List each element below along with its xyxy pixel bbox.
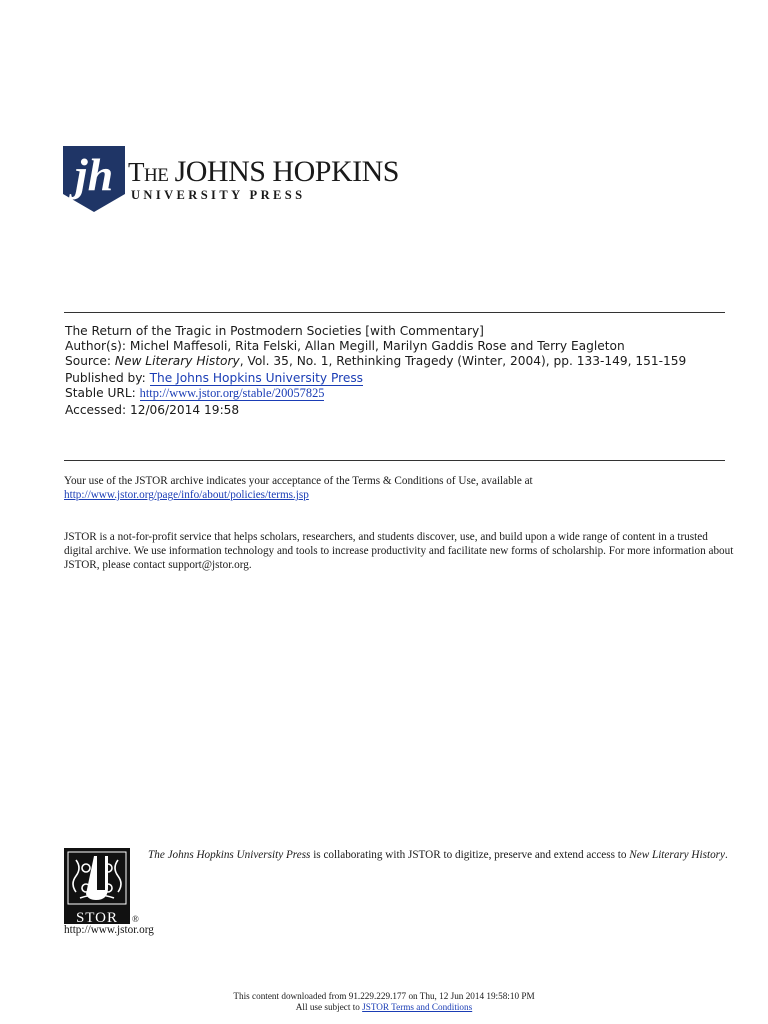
citation-block bbox=[65, 324, 730, 418]
registered-mark: ® bbox=[132, 914, 139, 924]
article-title: The Return of the Tragic in Postmodern Societies [with Commentary] bbox=[65, 324, 484, 338]
stable-url-line: Stable URL: http://www.jstor.org/stable/20057825 bbox=[65, 385, 325, 400]
terms-footer: All use subject to JSTOR Terms and Conditions bbox=[295, 1001, 473, 1012]
publisher-logo-name: The JOHNS HOPKINS bbox=[128, 155, 399, 188]
accessed-line: Accessed: 12/06/2014 19:58 bbox=[65, 403, 240, 418]
authors-line: Author(s): Michel Maffesoli, Rita Felski, Allan Megill, Marilyn Gaddis Rose and Terry Eagleton bbox=[65, 339, 625, 354]
jstor-url[interactable]: http://www.jstor.org bbox=[64, 924, 154, 936]
publisher-link[interactable]: The Johns Hopkins University Press bbox=[149, 370, 364, 385]
stable-url-link[interactable]: http://www.jstor.org/stable/20057825 bbox=[139, 385, 325, 400]
authors: Michel Maffesoli, Rita Felski, Allan Megill, Marilyn Gaddis Rose and Terry Eagleton bbox=[129, 339, 625, 354]
jh-shield-icon bbox=[63, 146, 125, 212]
svg-text:jh: jh bbox=[74, 149, 114, 200]
terms-conditions-link[interactable]: JSTOR Terms and Conditions bbox=[362, 1001, 473, 1012]
download-info: This content downloaded from 91.229.229.177 on Thu, 12 Jun 2014 19:58:10 PM bbox=[233, 991, 535, 1001]
jstor-about-paragraph: JSTOR is a not-for-profit service that helps scholars, researchers, and students discover, use, and build upon a wide range of content in a trusted digital archive. We use information technology and tools to increase productivity and facilitate new forms of scholarship. For more information about JSTOR, please contact support@jstor.org. bbox=[64, 531, 734, 572]
publisher-logo-subtitle: UNIVERSITY PRESS bbox=[131, 188, 306, 202]
publisher-logo bbox=[63, 146, 399, 212]
source-journal: New Literary History bbox=[114, 354, 240, 369]
top-divider bbox=[64, 312, 725, 313]
middle-divider bbox=[64, 460, 725, 461]
jstor-logo-icon bbox=[64, 848, 130, 924]
accessed-date: 12/06/2014 19:58 bbox=[129, 403, 240, 418]
terms-text: Your use of the JSTOR archive indicates your acceptance of the Terms & Conditions of Use, available at bbox=[64, 475, 533, 487]
published-line: Published by: The Johns Hopkins University Press bbox=[65, 370, 364, 385]
terms-notice bbox=[64, 474, 729, 502]
svg-text:STOR: STOR bbox=[75, 910, 119, 924]
source-line: Source: New Literary History, Vol. 35, No. 1, Rethinking Tragedy (Winter, 2004), pp. 133-149, 151-159 bbox=[65, 354, 687, 369]
terms-link[interactable]: http://www.jstor.org/page/info/about/policies/terms.jsp bbox=[64, 489, 309, 502]
download-footer bbox=[0, 991, 768, 1012]
collaboration-notice: The Johns Hopkins University Press is collaborating with JSTOR to digitize, preserve and extend access to New Literary History. bbox=[148, 849, 728, 861]
